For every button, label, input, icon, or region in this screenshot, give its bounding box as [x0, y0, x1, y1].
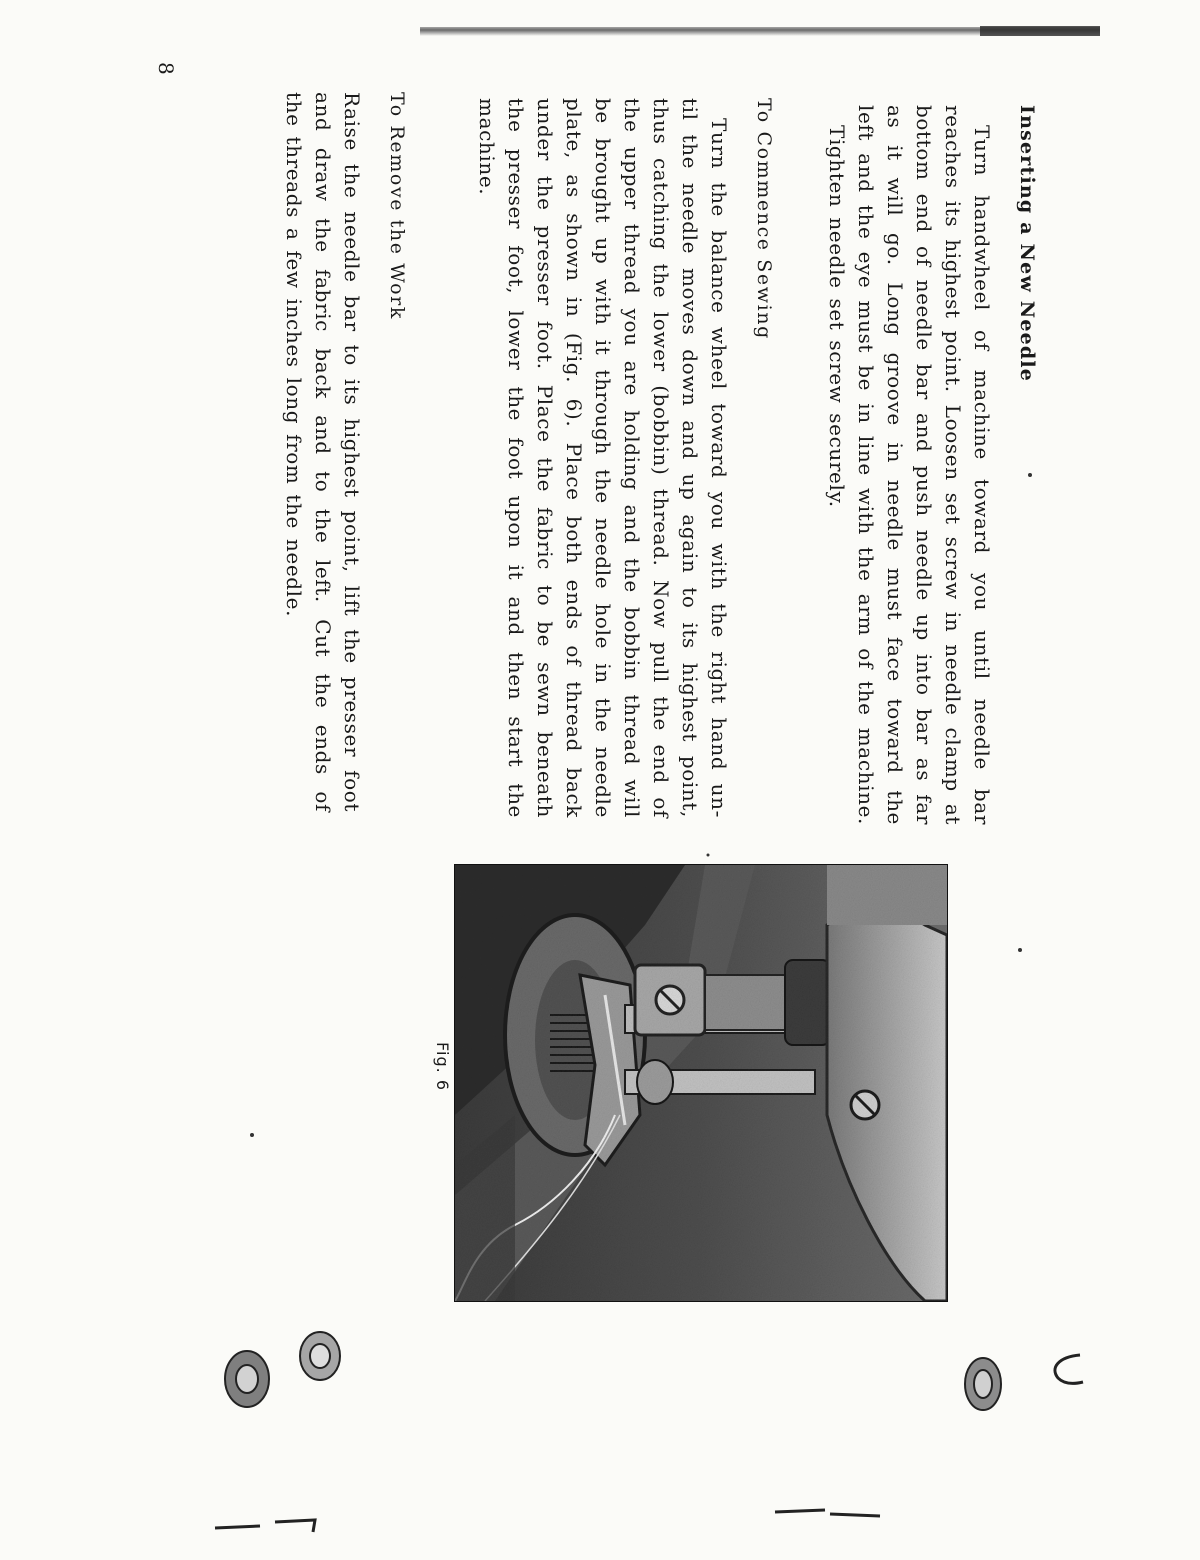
text-line: Raise the needle bar to its highest point, lift the presser foot: [340, 92, 364, 812]
speck-mark: [707, 854, 710, 857]
text-line: bottom end of needle bar and push needle up into bar as far: [912, 105, 936, 825]
binder-hole-mark: [775, 1510, 825, 1512]
binder-hole-mark: [974, 1370, 992, 1398]
text-line: reaches its highest point. Loosen set screw in needle clamp at: [941, 105, 965, 825]
text-line: and draw the fabric back and to the left. Cut the ends of: [311, 92, 335, 812]
text-line: as it will go. Long groove in needle must face toward the: [883, 105, 907, 825]
text-line: left and the eye must be in line with the arm of the machine.: [854, 105, 878, 825]
page-number: 8: [154, 62, 178, 75]
text-line: til the needle moves down and up again to its highest point,: [678, 98, 702, 818]
binder-hole-mark: [1055, 1355, 1083, 1383]
speck-mark: [250, 1133, 254, 1137]
text-line: the threads a few inches long from the needle.: [282, 92, 306, 618]
text-line: the upper thread you are holding and the bobbin thread will: [620, 98, 644, 818]
section-heading: Inserting a New Needle: [1016, 105, 1038, 383]
speck-mark: [1018, 948, 1022, 952]
figure-label: Fig. 6: [433, 1042, 452, 1091]
section-heading: To Remove the Work: [386, 92, 408, 320]
text-line: Tighten needle set screw securely.: [825, 125, 849, 508]
text-line: plate, as shown in (Fig. 6). Place both ends of thread back: [562, 98, 586, 818]
speck-mark: [1028, 473, 1032, 477]
text-line: under the presser foot. Place the fabric to be sewn beneath: [533, 98, 557, 818]
binder-hole-mark: [310, 1344, 330, 1368]
binder-hole-mark: [215, 1526, 260, 1528]
binder-hole-mark: [830, 1514, 880, 1516]
section-heading: To Commence Sewing: [753, 98, 775, 340]
text-line: Turn handwheel of machine toward you until needle bar: [970, 125, 994, 825]
binder-hole-mark: [236, 1365, 258, 1393]
binder-hole-mark: [275, 1520, 315, 1532]
text-line: the presser foot, lower the foot upon it and then start the: [504, 98, 528, 818]
text-line: thus catching the lower (bobbin) thread. Now pull the end of: [649, 98, 673, 818]
text-line: Turn the balance wheel toward you with the right hand un-: [707, 118, 731, 818]
text-line: be brought up with it through the needle hole in the needle: [591, 98, 615, 818]
text-line: machine.: [475, 98, 499, 196]
